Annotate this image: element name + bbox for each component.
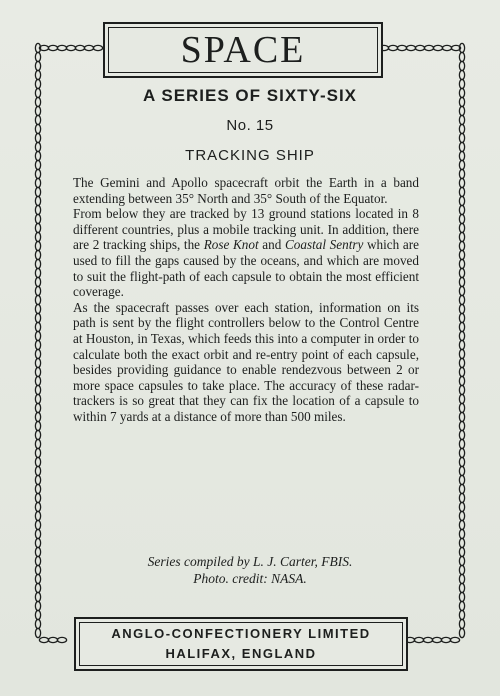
paragraph-orbit: The Gemini and Apollo spacecraft orbit the Earth in a band extending between 35° North and 35° South of the Equator. <box>73 175 419 206</box>
paragraph-tracking <box>73 206 419 300</box>
maker-name: ANGLO-CONFECTIONERY LIMITED <box>111 626 371 641</box>
credits <box>0 553 500 587</box>
ship-name-rose-knot: Rose Knot <box>203 237 259 253</box>
series-heading: A SERIES OF SIXTY-SIX <box>142 86 358 105</box>
photo-credit: Photo. credit: NASA. <box>193 571 307 586</box>
card-number: No. 15 <box>226 117 274 134</box>
card-subject: TRACKING SHIP <box>185 147 315 164</box>
maker-box <box>74 617 408 671</box>
title-box <box>103 22 383 78</box>
paragraph-tracking-rest: which are used to fill the gaps caused by the oceans, and which are moved to suit the flight-path of each capsule to obtain the most efficient coverage. <box>73 237 419 300</box>
maker-location: HALIFAX, ENGLAND <box>165 646 317 661</box>
paragraph-tracking-and: and <box>258 237 285 253</box>
ship-name-coastal-sentry: Coastal Sentry <box>284 237 364 253</box>
paragraph-tracking-part: From below they are tracked by 13 ground stations located in 8 different countries, plus a mobile tracking unit. In addition, there are 2 tracking ships, the <box>73 206 419 253</box>
description-text <box>73 175 419 425</box>
card-title-space: SPACE <box>180 29 306 71</box>
paragraph-accuracy: As the spacecraft passes over each station, information on its path is sent by the flight controllers below to the Control Centre at Houston, in Texas, which feeds this into a computer in order to calculate both the exact orbit and re-entry point of each capsule, besides providing guidance to enable rendezvous between 2 or more space capsules to take place. The accuracy of these radar-trackers is so great that they can fix the location of a capsule to within 7 yards at a distance of more than 500 miles. <box>73 299 419 424</box>
series-compiler: Series compiled by L. J. Carter, FBIS. <box>147 554 353 569</box>
